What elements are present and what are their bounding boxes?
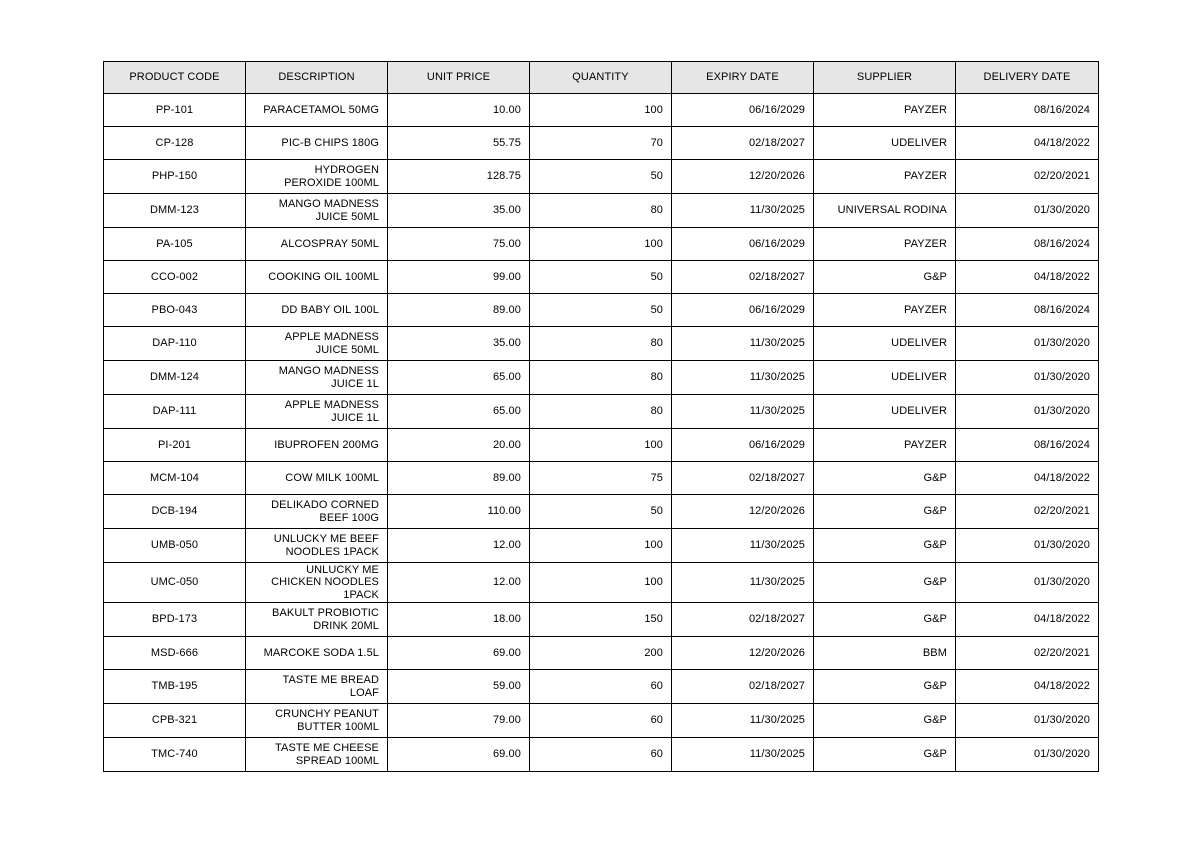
expiry-date-cell: 02/18/2027 — [672, 603, 814, 637]
table-row — [104, 704, 1099, 738]
table-row — [104, 127, 1099, 160]
expiry-date-cell: 06/16/2029 — [672, 429, 814, 462]
supplier-cell: G&P — [814, 603, 956, 637]
supplier-cell: G&P — [814, 529, 956, 563]
expiry-date-cell: 11/30/2025 — [672, 704, 814, 738]
expiry-date-cell: 11/30/2025 — [672, 563, 814, 603]
header-description: DESCRIPTION — [246, 62, 388, 94]
unit-price-cell: 10.00 — [388, 94, 530, 127]
supplier-cell: UDELIVER — [814, 395, 956, 429]
supplier-cell: UDELIVER — [814, 127, 956, 160]
product-code-cell: CCO-002 — [104, 261, 246, 294]
quantity-cell: 100 — [530, 529, 672, 563]
table-header — [104, 62, 1099, 94]
header-quantity: QUANTITY — [530, 62, 672, 94]
unit-price-cell: 65.00 — [388, 395, 530, 429]
description-cell: COOKING OIL 100ML — [246, 261, 388, 294]
table-row — [104, 670, 1099, 704]
description-cell: MANGO MADNESS JUICE 1L — [246, 361, 388, 395]
unit-price-cell: 20.00 — [388, 429, 530, 462]
table-row — [104, 603, 1099, 637]
unit-price-cell: 35.00 — [388, 327, 530, 361]
unit-price-cell: 110.00 — [388, 495, 530, 529]
delivery-date-cell: 08/16/2024 — [956, 94, 1099, 127]
table-row — [104, 261, 1099, 294]
supplier-cell: UNIVERSAL RODINA — [814, 194, 956, 228]
unit-price-cell: 55.75 — [388, 127, 530, 160]
description-cell: HYDROGEN PEROXIDE 100ML — [246, 160, 388, 194]
quantity-cell: 80 — [530, 194, 672, 228]
expiry-date-cell: 02/18/2027 — [672, 462, 814, 495]
description-cell: IBUPROFEN 200MG — [246, 429, 388, 462]
quantity-cell: 80 — [530, 361, 672, 395]
description-cell: DELIKADO CORNED BEEF 100G — [246, 495, 388, 529]
unit-price-cell: 128.75 — [388, 160, 530, 194]
quantity-cell: 50 — [530, 261, 672, 294]
quantity-cell: 60 — [530, 704, 672, 738]
table-row — [104, 361, 1099, 395]
supplier-cell: G&P — [814, 261, 956, 294]
quantity-cell: 50 — [530, 495, 672, 529]
description-cell: PARACETAMOL 50MG — [246, 94, 388, 127]
product-code-cell: PA-105 — [104, 228, 246, 261]
quantity-cell: 60 — [530, 670, 672, 704]
table-row — [104, 94, 1099, 127]
table-row — [104, 194, 1099, 228]
unit-price-cell: 79.00 — [388, 704, 530, 738]
table-row — [104, 738, 1099, 772]
product-code-cell: DCB-194 — [104, 495, 246, 529]
table-row — [104, 395, 1099, 429]
supplier-cell: G&P — [814, 670, 956, 704]
product-code-cell: PP-101 — [104, 94, 246, 127]
delivery-date-cell: 04/18/2022 — [956, 127, 1099, 160]
description-cell: APPLE MADNESS JUICE 50ML — [246, 327, 388, 361]
quantity-cell: 150 — [530, 603, 672, 637]
description-cell: MARCOKE SODA 1.5L — [246, 637, 388, 670]
expiry-date-cell: 02/18/2027 — [672, 261, 814, 294]
description-cell: UNLUCKY ME BEEF NOODLES 1PACK — [246, 529, 388, 563]
table-body — [104, 94, 1099, 772]
expiry-date-cell: 06/16/2029 — [672, 94, 814, 127]
quantity-cell: 100 — [530, 429, 672, 462]
quantity-cell: 60 — [530, 738, 672, 772]
delivery-date-cell: 01/30/2020 — [956, 194, 1099, 228]
unit-price-cell: 12.00 — [388, 529, 530, 563]
description-cell: APPLE MADNESS JUICE 1L — [246, 395, 388, 429]
delivery-date-cell: 02/20/2021 — [956, 637, 1099, 670]
supplier-cell: UDELIVER — [814, 327, 956, 361]
description-cell: ALCOSPRAY 50ML — [246, 228, 388, 261]
quantity-cell: 80 — [530, 395, 672, 429]
product-code-cell: CP-128 — [104, 127, 246, 160]
table-row — [104, 429, 1099, 462]
supplier-cell: PAYZER — [814, 228, 956, 261]
delivery-date-cell: 01/30/2020 — [956, 327, 1099, 361]
unit-price-cell: 12.00 — [388, 563, 530, 603]
expiry-date-cell: 11/30/2025 — [672, 738, 814, 772]
table-row — [104, 228, 1099, 261]
table-row — [104, 563, 1099, 603]
description-cell: MANGO MADNESS JUICE 50ML — [246, 194, 388, 228]
unit-price-cell: 69.00 — [388, 637, 530, 670]
table-row — [104, 637, 1099, 670]
quantity-cell: 70 — [530, 127, 672, 160]
delivery-date-cell: 01/30/2020 — [956, 738, 1099, 772]
delivery-date-cell: 08/16/2024 — [956, 228, 1099, 261]
header-supplier: SUPPLIER — [814, 62, 956, 94]
product-code-cell: PBO-043 — [104, 294, 246, 327]
delivery-date-cell: 04/18/2022 — [956, 670, 1099, 704]
description-cell: BAKULT PROBIOTIC DRINK 20ML — [246, 603, 388, 637]
unit-price-cell: 65.00 — [388, 361, 530, 395]
expiry-date-cell: 12/20/2026 — [672, 637, 814, 670]
delivery-date-cell: 08/16/2024 — [956, 294, 1099, 327]
inventory-table — [103, 61, 1099, 772]
description-cell: COW MILK 100ML — [246, 462, 388, 495]
description-cell: UNLUCKY ME CHICKEN NOODLES 1PACK — [246, 563, 388, 603]
header-expiry-date: EXPIRY DATE — [672, 62, 814, 94]
unit-price-cell: 99.00 — [388, 261, 530, 294]
supplier-cell: G&P — [814, 495, 956, 529]
quantity-cell: 75 — [530, 462, 672, 495]
supplier-cell: PAYZER — [814, 429, 956, 462]
delivery-date-cell: 02/20/2021 — [956, 160, 1099, 194]
product-code-cell: PI-201 — [104, 429, 246, 462]
table-row — [104, 327, 1099, 361]
supplier-cell: G&P — [814, 563, 956, 603]
quantity-cell: 100 — [530, 228, 672, 261]
header-row — [104, 62, 1099, 94]
delivery-date-cell: 04/18/2022 — [956, 462, 1099, 495]
product-code-cell: MSD-666 — [104, 637, 246, 670]
delivery-date-cell: 01/30/2020 — [956, 529, 1099, 563]
table-row — [104, 462, 1099, 495]
table-row — [104, 160, 1099, 194]
expiry-date-cell: 12/20/2026 — [672, 160, 814, 194]
table-row — [104, 529, 1099, 563]
supplier-cell: PAYZER — [814, 160, 956, 194]
expiry-date-cell: 11/30/2025 — [672, 194, 814, 228]
description-cell: DD BABY OIL 100L — [246, 294, 388, 327]
unit-price-cell: 89.00 — [388, 462, 530, 495]
delivery-date-cell: 08/16/2024 — [956, 429, 1099, 462]
supplier-cell: G&P — [814, 462, 956, 495]
supplier-cell: UDELIVER — [814, 361, 956, 395]
expiry-date-cell: 06/16/2029 — [672, 228, 814, 261]
product-code-cell: CPB-321 — [104, 704, 246, 738]
delivery-date-cell: 04/18/2022 — [956, 261, 1099, 294]
table-row — [104, 495, 1099, 529]
product-code-cell: PHP-150 — [104, 160, 246, 194]
description-cell: TASTE ME BREAD LOAF — [246, 670, 388, 704]
description-cell: TASTE ME CHEESE SPREAD 100ML — [246, 738, 388, 772]
product-code-cell: DMM-123 — [104, 194, 246, 228]
unit-price-cell: 18.00 — [388, 603, 530, 637]
unit-price-cell: 75.00 — [388, 228, 530, 261]
expiry-date-cell: 02/18/2027 — [672, 670, 814, 704]
product-code-cell: MCM-104 — [104, 462, 246, 495]
supplier-cell: PAYZER — [814, 94, 956, 127]
product-code-cell: TMB-195 — [104, 670, 246, 704]
product-code-cell: UMB-050 — [104, 529, 246, 563]
product-code-cell: DMM-124 — [104, 361, 246, 395]
table-row — [104, 294, 1099, 327]
supplier-cell: BBM — [814, 637, 956, 670]
unit-price-cell: 69.00 — [388, 738, 530, 772]
unit-price-cell: 89.00 — [388, 294, 530, 327]
unit-price-cell: 59.00 — [388, 670, 530, 704]
product-code-cell: DAP-110 — [104, 327, 246, 361]
delivery-date-cell: 01/30/2020 — [956, 395, 1099, 429]
expiry-date-cell: 11/30/2025 — [672, 327, 814, 361]
expiry-date-cell: 11/30/2025 — [672, 529, 814, 563]
expiry-date-cell: 12/20/2026 — [672, 495, 814, 529]
delivery-date-cell: 01/30/2020 — [956, 563, 1099, 603]
supplier-cell: PAYZER — [814, 294, 956, 327]
header-product-code: PRODUCT CODE — [104, 62, 246, 94]
delivery-date-cell: 01/30/2020 — [956, 704, 1099, 738]
product-code-cell: UMC-050 — [104, 563, 246, 603]
quantity-cell: 50 — [530, 294, 672, 327]
description-cell: CRUNCHY PEANUT BUTTER 100ML — [246, 704, 388, 738]
delivery-date-cell: 04/18/2022 — [956, 603, 1099, 637]
expiry-date-cell: 11/30/2025 — [672, 395, 814, 429]
expiry-date-cell: 02/18/2027 — [672, 127, 814, 160]
supplier-cell: G&P — [814, 738, 956, 772]
product-code-cell: TMC-740 — [104, 738, 246, 772]
quantity-cell: 50 — [530, 160, 672, 194]
header-unit-price: UNIT PRICE — [388, 62, 530, 94]
product-code-cell: DAP-111 — [104, 395, 246, 429]
product-code-cell: BPD-173 — [104, 603, 246, 637]
supplier-cell: G&P — [814, 704, 956, 738]
description-cell: PIC-B CHIPS 180G — [246, 127, 388, 160]
expiry-date-cell: 06/16/2029 — [672, 294, 814, 327]
header-delivery-date: DELIVERY DATE — [956, 62, 1099, 94]
quantity-cell: 200 — [530, 637, 672, 670]
delivery-date-cell: 01/30/2020 — [956, 361, 1099, 395]
quantity-cell: 80 — [530, 327, 672, 361]
unit-price-cell: 35.00 — [388, 194, 530, 228]
quantity-cell: 100 — [530, 563, 672, 603]
quantity-cell: 100 — [530, 94, 672, 127]
delivery-date-cell: 02/20/2021 — [956, 495, 1099, 529]
expiry-date-cell: 11/30/2025 — [672, 361, 814, 395]
